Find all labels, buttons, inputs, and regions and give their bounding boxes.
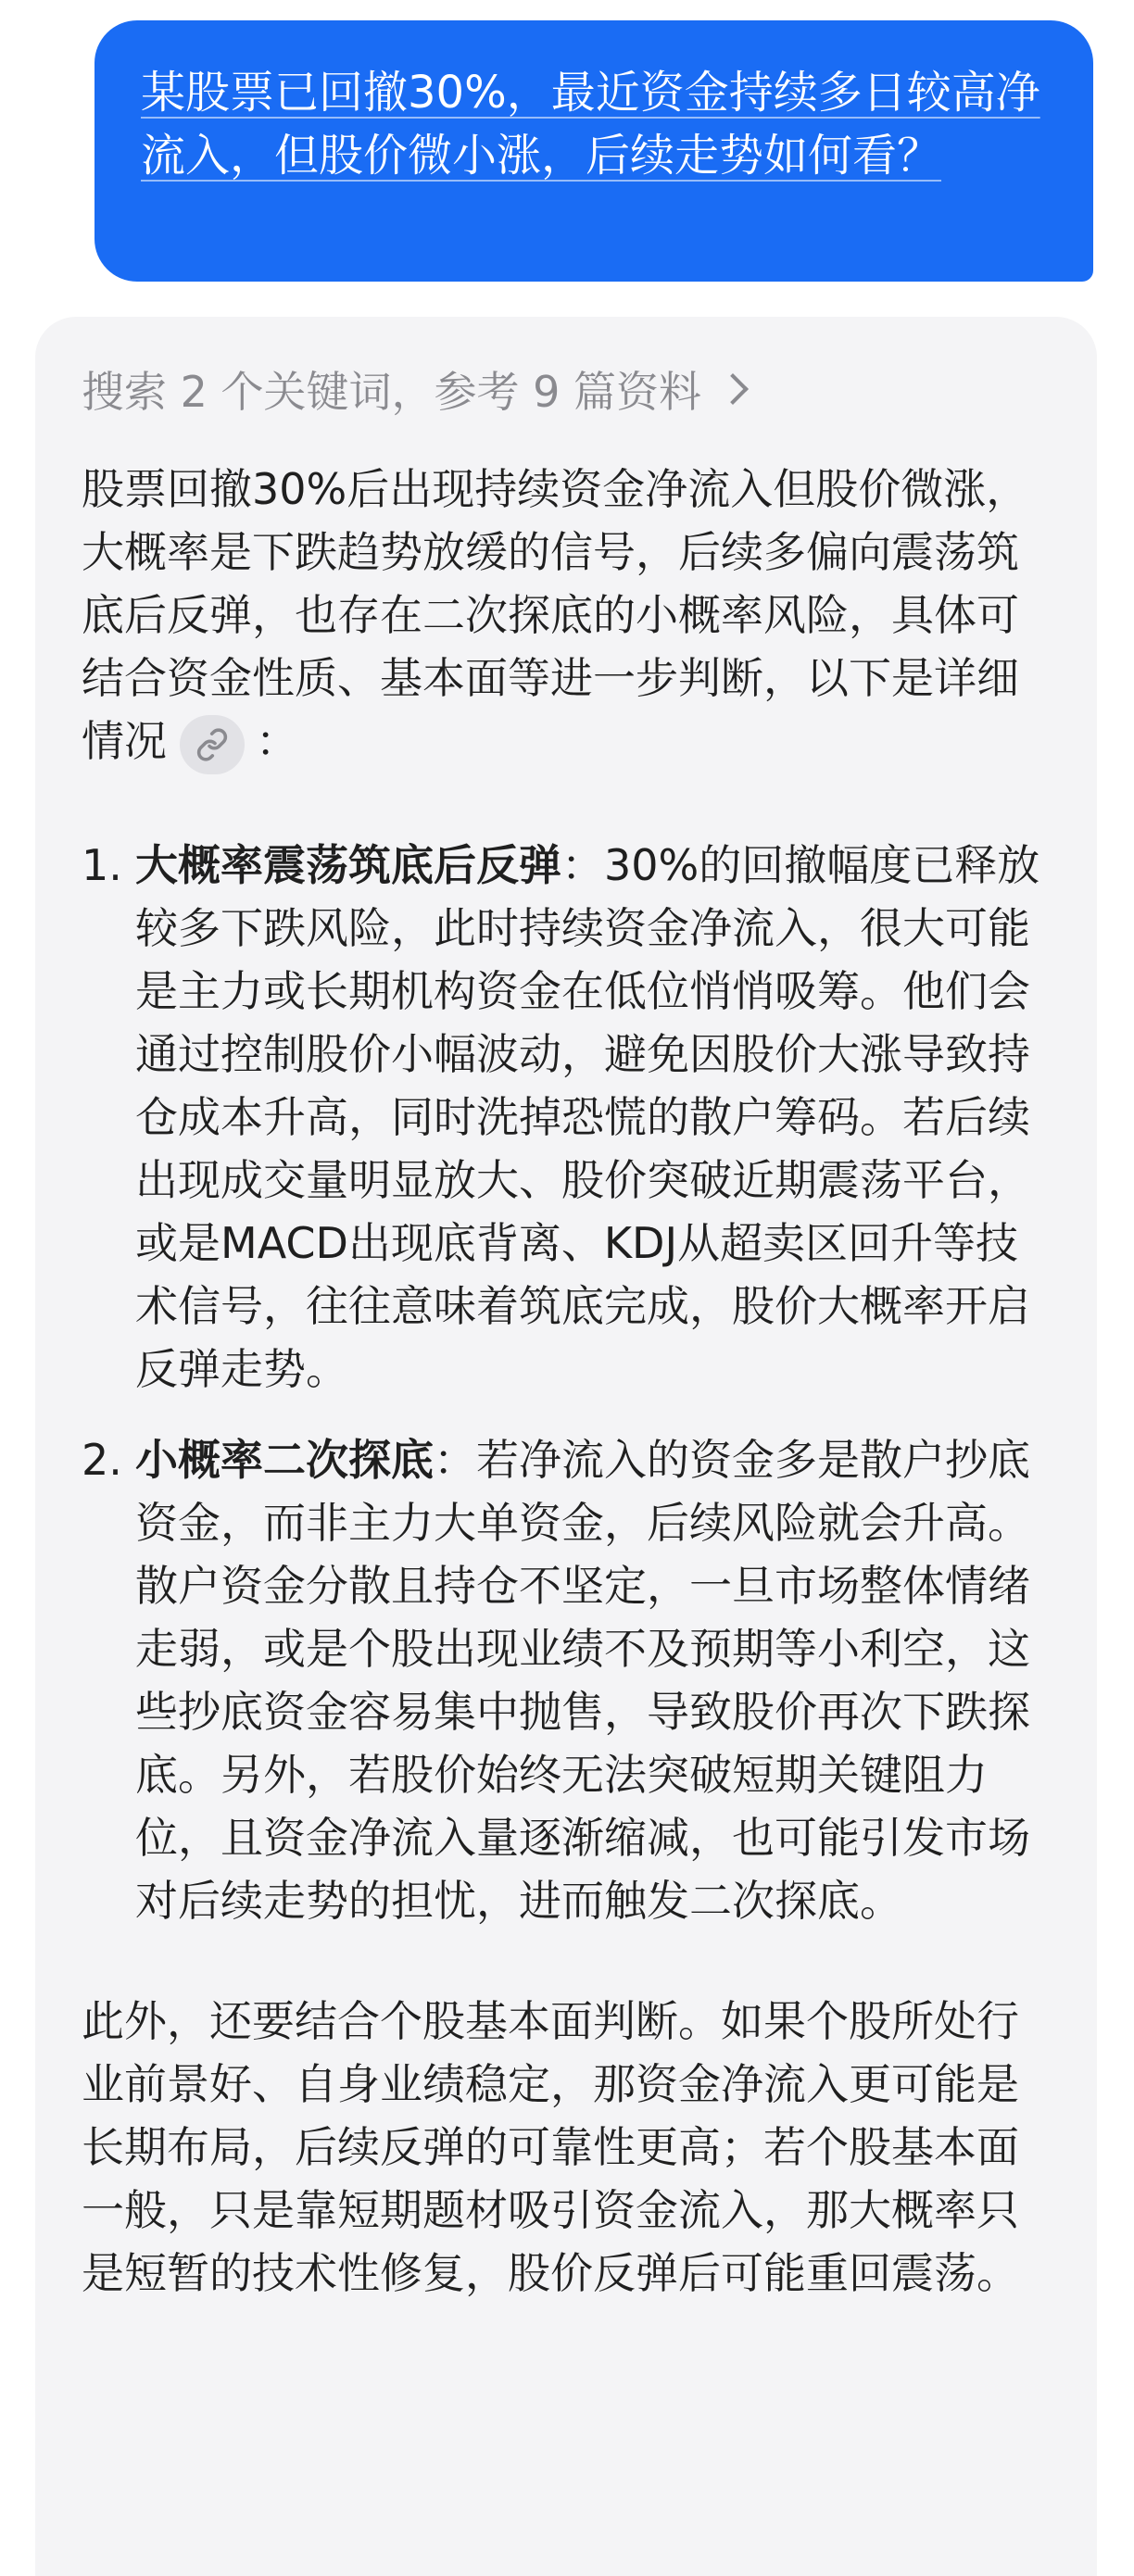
points-list bbox=[82, 834, 1047, 1932]
intro-text: 股票回撤30%后出现持续资金净流入但股价微涨，大概率是下跌趋势放缓的信号，后续多偏向震荡筑底后反弹，也存在二次探底的小概率风险，具体可结合资金性质、基本面等进一步判断，以下是详细情况 bbox=[82, 464, 1029, 766]
intro-end-punct: ： bbox=[256, 716, 298, 766]
list-item-title: 大概率震荡筑底后反弹 bbox=[135, 839, 561, 890]
list-item-content bbox=[135, 1428, 1047, 1932]
list-item-body: ：30%的回撤幅度已释放较多下跌风险，此时持续资金净流入，很大可能是主力或长期机构资金在低位悄悄吸筹。他们会通过控制股价小幅波动，避免因股价大涨导致持仓成本升高，同时洗掉恐慌的散户筹码。若后续出现成交量明显放大、股价突破近期震荡平台，或是MACD出现底背离、KDJ从超卖区回升等技术信号，往往意味着筑底完成，股价大概率开启反弹走势。 bbox=[135, 839, 1040, 1394]
user-message-text: 某股票已回撤30%，最近资金持续多日较高净流入，但股价微小涨，后续走势如何看？ bbox=[141, 67, 1040, 182]
list-item bbox=[82, 1428, 1047, 1932]
chevron-right-icon bbox=[717, 373, 749, 405]
link-icon bbox=[195, 728, 229, 761]
outro-paragraph: 此外，还要结合个股基本面判断。如果个股所处行业前景好、自身业绩稳定，那资金净流入更可能是长期布局，后续反弹的可靠性更高；若个股基本面一般，只是靠短期题材吸引资金流入，那大概率只是短暂的技术性修复，股价反弹后可能重回震荡。 bbox=[82, 1995, 1019, 2298]
assistant-answer-card bbox=[35, 317, 1097, 2576]
user-message-bubble[interactable] bbox=[94, 20, 1093, 282]
list-item-body: ：若净流入的资金多是散户抄底资金，而非主力大单资金，后续风险就会升高。散户资金分散且持仓不坚定，一旦市场整体情绪走弱，或是个股出现业绩不及预期等小利空，这些抄底资金容易集中抛售，导致股价再次下跌探底。另外，若股价始终无法突破短期关键阻力位，且资金净流入量逐渐缩减，也可能引发市场对后续走势的担忧，进而触发二次探底。 bbox=[135, 1434, 1030, 1926]
search-summary-button[interactable] bbox=[82, 348, 1047, 430]
list-item-title: 小概率二次探底 bbox=[135, 1434, 434, 1485]
intro-paragraph bbox=[82, 458, 1047, 774]
search-summary-text: 搜索 2 个关键词，参考 9 篇资料 bbox=[82, 367, 702, 417]
list-item bbox=[82, 834, 1047, 1401]
reference-link-button[interactable] bbox=[180, 715, 245, 774]
list-item-number: 1. bbox=[82, 839, 122, 890]
list-item-content bbox=[135, 834, 1047, 1401]
list-item-number: 2. bbox=[82, 1434, 122, 1485]
